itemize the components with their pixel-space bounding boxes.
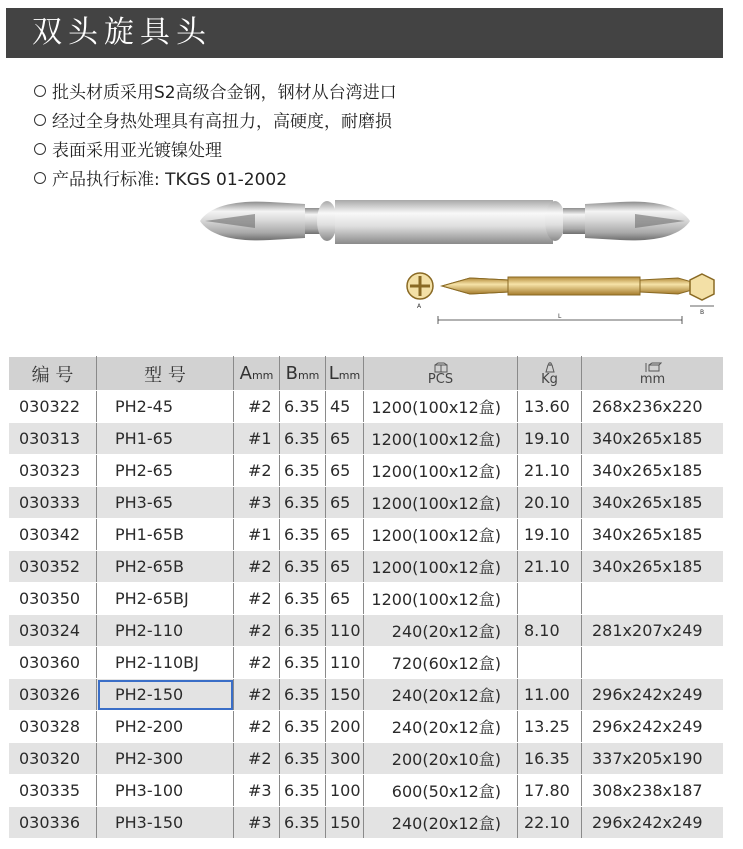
dimension-diagram bbox=[400, 262, 722, 334]
cell-dims[interactable]: 340x265x185 bbox=[582, 455, 724, 487]
table-row[interactable] bbox=[9, 807, 724, 839]
cell-code[interactable]: 030333 bbox=[9, 487, 97, 519]
table-row[interactable] bbox=[9, 743, 724, 775]
cell-model[interactable]: PH2-65B bbox=[97, 551, 234, 583]
cell-code[interactable]: 030342 bbox=[9, 519, 97, 551]
table-row[interactable] bbox=[9, 647, 724, 679]
header-a-main: A bbox=[239, 363, 252, 384]
cell-code[interactable]: 030350 bbox=[9, 583, 97, 615]
cell-l[interactable]: 150 bbox=[326, 679, 364, 711]
cell-kg[interactable]: 21.10 bbox=[518, 551, 582, 583]
feature-text: 经过全身热处理具有高扭力，高硬度，耐磨损 bbox=[52, 112, 392, 132]
cell-code[interactable]: 030322 bbox=[9, 391, 97, 423]
cell-model[interactable]: PH1-65B bbox=[97, 519, 234, 551]
header-mm-label: mm bbox=[639, 371, 666, 387]
table-header-row bbox=[9, 357, 724, 391]
header-code: 编 号 bbox=[9, 357, 97, 391]
cell-dims[interactable]: 340x265x185 bbox=[582, 423, 724, 455]
cell-b[interactable]: 6.35 bbox=[280, 679, 326, 711]
cell-dims[interactable] bbox=[582, 583, 724, 615]
feature-text: 产品执行标准: TKGS 01-2002 bbox=[52, 170, 288, 190]
cell-b[interactable]: 6.35 bbox=[280, 807, 326, 839]
header-kg bbox=[518, 357, 582, 391]
cell-pcs[interactable]: 1200(100x12盒) bbox=[364, 487, 518, 519]
table-row[interactable] bbox=[9, 551, 724, 583]
cell-pcs[interactable]: 600(50x12盒) bbox=[364, 775, 518, 807]
cell-kg[interactable]: 13.60 bbox=[518, 391, 582, 423]
cell-dims[interactable] bbox=[582, 647, 724, 679]
cell-code[interactable]: 030326 bbox=[9, 679, 97, 711]
circle-bullet-icon bbox=[34, 85, 46, 97]
cell-kg[interactable]: 11.00 bbox=[518, 679, 582, 711]
cell-b[interactable]: 6.35 bbox=[280, 583, 326, 615]
page-title: 双头旋具头 bbox=[32, 15, 212, 50]
cell-model[interactable]: PH2-200 bbox=[97, 711, 234, 743]
feature-item bbox=[34, 134, 397, 163]
header-a-unit: mm bbox=[251, 369, 274, 382]
cell-a[interactable]: #2 bbox=[234, 679, 280, 711]
cell-kg[interactable]: 17.80 bbox=[518, 775, 582, 807]
cell-dims[interactable]: 340x265x185 bbox=[582, 551, 724, 583]
header-b-unit: mm bbox=[297, 369, 320, 382]
cell-l[interactable]: 65 bbox=[326, 423, 364, 455]
cell-a[interactable]: #3 bbox=[234, 807, 280, 839]
cell-pcs[interactable]: 240(20x12盒) bbox=[364, 615, 518, 647]
cell-pcs[interactable]: 240(20x12盒) bbox=[364, 807, 518, 839]
cell-l[interactable]: 65 bbox=[326, 455, 364, 487]
feature-text: 批头材质采用S2高级合金钢，钢材从台湾进口 bbox=[52, 83, 397, 103]
cell-model[interactable]: PH2-150 bbox=[97, 679, 234, 711]
table-row[interactable] bbox=[9, 519, 724, 551]
table-row[interactable] bbox=[9, 487, 724, 519]
cell-code[interactable]: 030352 bbox=[9, 551, 97, 583]
cell-a[interactable]: #2 bbox=[234, 583, 280, 615]
cell-kg[interactable] bbox=[518, 647, 582, 679]
cell-kg[interactable]: 16.35 bbox=[518, 743, 582, 775]
label-a: A bbox=[417, 303, 422, 310]
feature-item bbox=[34, 76, 397, 105]
cell-code[interactable]: 030313 bbox=[9, 423, 97, 455]
cell-kg[interactable]: 8.10 bbox=[518, 615, 582, 647]
cell-dims[interactable]: 340x265x185 bbox=[582, 487, 724, 519]
cell-l[interactable]: 110 bbox=[326, 615, 364, 647]
cell-kg[interactable]: 22.10 bbox=[518, 807, 582, 839]
feature-list bbox=[34, 76, 397, 192]
cell-b[interactable]: 6.35 bbox=[280, 551, 326, 583]
cell-dims[interactable]: 337x205x190 bbox=[582, 743, 724, 775]
cell-dims[interactable]: 340x265x185 bbox=[582, 519, 724, 551]
label-b: B bbox=[700, 309, 705, 316]
feature-text: 表面采用亚光镀镍处理 bbox=[52, 141, 222, 161]
cell-model[interactable]: PH2-45 bbox=[97, 391, 234, 423]
cell-b[interactable]: 6.35 bbox=[280, 391, 326, 423]
cell-model[interactable]: PH2-300 bbox=[97, 743, 234, 775]
cell-b[interactable]: 6.35 bbox=[280, 775, 326, 807]
cell-a[interactable]: #2 bbox=[234, 711, 280, 743]
cell-code[interactable]: 030328 bbox=[9, 711, 97, 743]
cell-model[interactable]: PH3-65 bbox=[97, 487, 234, 519]
cell-code[interactable]: 030320 bbox=[9, 743, 97, 775]
cell-kg[interactable] bbox=[518, 583, 582, 615]
table-row[interactable] bbox=[9, 775, 724, 807]
header-model: 型 号 bbox=[97, 357, 234, 391]
cell-kg[interactable]: 21.10 bbox=[518, 455, 582, 487]
cell-model[interactable]: PH1-65 bbox=[97, 423, 234, 455]
cell-b[interactable]: 6.35 bbox=[280, 455, 326, 487]
cell-a[interactable]: #2 bbox=[234, 551, 280, 583]
cell-l[interactable]: 150 bbox=[326, 807, 364, 839]
cell-b[interactable]: 6.35 bbox=[280, 519, 326, 551]
circle-bullet-icon bbox=[34, 114, 46, 126]
cell-dims[interactable]: 268x236x220 bbox=[582, 391, 724, 423]
cell-l[interactable]: 300 bbox=[326, 743, 364, 775]
cell-pcs[interactable]: 200(20x10盒) bbox=[364, 743, 518, 775]
cell-pcs[interactable]: 1200(100x12盒) bbox=[364, 455, 518, 487]
circle-bullet-icon bbox=[34, 172, 46, 184]
header-pcs bbox=[364, 357, 518, 391]
spec-table bbox=[8, 356, 724, 839]
cell-model[interactable]: PH2-65 bbox=[97, 455, 234, 487]
cell-l[interactable]: 110 bbox=[326, 647, 364, 679]
label-l: L bbox=[558, 313, 562, 320]
cell-l[interactable]: 65 bbox=[326, 519, 364, 551]
cell-kg[interactable]: 13.25 bbox=[518, 711, 582, 743]
cell-pcs[interactable]: 720(60x12盒) bbox=[364, 647, 518, 679]
header-kg-label: Kg bbox=[541, 371, 558, 387]
cell-kg[interactable]: 20.10 bbox=[518, 487, 582, 519]
product-photo bbox=[195, 186, 695, 256]
header-a bbox=[234, 357, 280, 391]
cell-a[interactable]: #1 bbox=[234, 423, 280, 455]
cell-l[interactable]: 65 bbox=[326, 551, 364, 583]
cell-b[interactable]: 6.35 bbox=[280, 647, 326, 679]
box-icon bbox=[433, 362, 449, 373]
cell-code[interactable]: 030323 bbox=[9, 455, 97, 487]
cell-pcs[interactable]: 1200(100x12盒) bbox=[364, 423, 518, 455]
cell-a[interactable]: #2 bbox=[234, 743, 280, 775]
title-bar bbox=[6, 8, 723, 58]
cell-pcs[interactable]: 1200(100x12盒) bbox=[364, 551, 518, 583]
circle-bullet-icon bbox=[34, 143, 46, 155]
table-row[interactable] bbox=[9, 679, 724, 711]
cell-dims[interactable]: 281x207x249 bbox=[582, 615, 724, 647]
cell-code[interactable]: 030324 bbox=[9, 615, 97, 647]
cell-dims[interactable]: 296x242x249 bbox=[582, 679, 724, 711]
cell-dims[interactable]: 296x242x249 bbox=[582, 711, 724, 743]
cell-pcs[interactable]: 1200(100x12盒) bbox=[364, 391, 518, 423]
cell-model[interactable]: PH2-110 bbox=[97, 615, 234, 647]
header-b-main: B bbox=[285, 363, 298, 384]
cell-b[interactable]: 6.35 bbox=[280, 487, 326, 519]
cell-code[interactable]: 030336 bbox=[9, 807, 97, 839]
cell-l[interactable]: 65 bbox=[326, 487, 364, 519]
cell-model[interactable]: PH3-150 bbox=[97, 807, 234, 839]
table-row[interactable] bbox=[9, 391, 724, 423]
cell-l[interactable]: 45 bbox=[326, 391, 364, 423]
table-row[interactable] bbox=[9, 583, 724, 615]
cell-a[interactable]: #3 bbox=[234, 487, 280, 519]
cell-model[interactable]: PH2-65BJ bbox=[97, 583, 234, 615]
cell-l[interactable]: 200 bbox=[326, 711, 364, 743]
cell-b[interactable]: 6.35 bbox=[280, 743, 326, 775]
table-row[interactable] bbox=[9, 615, 724, 647]
carton-size-icon bbox=[644, 362, 662, 373]
cell-a[interactable]: #2 bbox=[234, 455, 280, 487]
cell-l[interactable]: 65 bbox=[326, 583, 364, 615]
cell-model[interactable]: PH2-110BJ bbox=[97, 647, 234, 679]
table-row[interactable] bbox=[9, 455, 724, 487]
cell-pcs[interactable]: 1200(100x12盒) bbox=[364, 519, 518, 551]
feature-item bbox=[34, 105, 397, 134]
cell-a[interactable]: #2 bbox=[234, 615, 280, 647]
cell-b[interactable]: 6.35 bbox=[280, 711, 326, 743]
cell-dims[interactable]: 296x242x249 bbox=[582, 807, 724, 839]
header-l-unit: mm bbox=[338, 369, 361, 382]
cell-kg[interactable]: 19.10 bbox=[518, 519, 582, 551]
cell-a[interactable]: #2 bbox=[234, 391, 280, 423]
cell-l[interactable]: 100 bbox=[326, 775, 364, 807]
table-row[interactable] bbox=[9, 423, 724, 455]
cell-a[interactable]: #1 bbox=[234, 519, 280, 551]
cell-b[interactable]: 6.35 bbox=[280, 423, 326, 455]
header-l bbox=[326, 357, 364, 391]
cell-code[interactable]: 030335 bbox=[9, 775, 97, 807]
cell-pcs[interactable]: 240(20x12盒) bbox=[364, 679, 518, 711]
cell-b[interactable]: 6.35 bbox=[280, 615, 326, 647]
cell-pcs[interactable]: 240(20x12盒) bbox=[364, 711, 518, 743]
table-row[interactable] bbox=[9, 711, 724, 743]
cell-dims[interactable]: 308x238x187 bbox=[582, 775, 724, 807]
cell-code[interactable]: 030360 bbox=[9, 647, 97, 679]
cell-a[interactable]: #2 bbox=[234, 647, 280, 679]
cell-model[interactable]: PH3-100 bbox=[97, 775, 234, 807]
header-b bbox=[280, 357, 326, 391]
header-l-main: L bbox=[328, 363, 339, 384]
cell-kg[interactable]: 19.10 bbox=[518, 423, 582, 455]
cell-a[interactable]: #3 bbox=[234, 775, 280, 807]
header-mm bbox=[582, 357, 724, 391]
cell-pcs[interactable]: 1200(100x12盒) bbox=[364, 583, 518, 615]
header-pcs-label: PCS bbox=[427, 371, 454, 387]
weight-icon bbox=[543, 362, 557, 373]
